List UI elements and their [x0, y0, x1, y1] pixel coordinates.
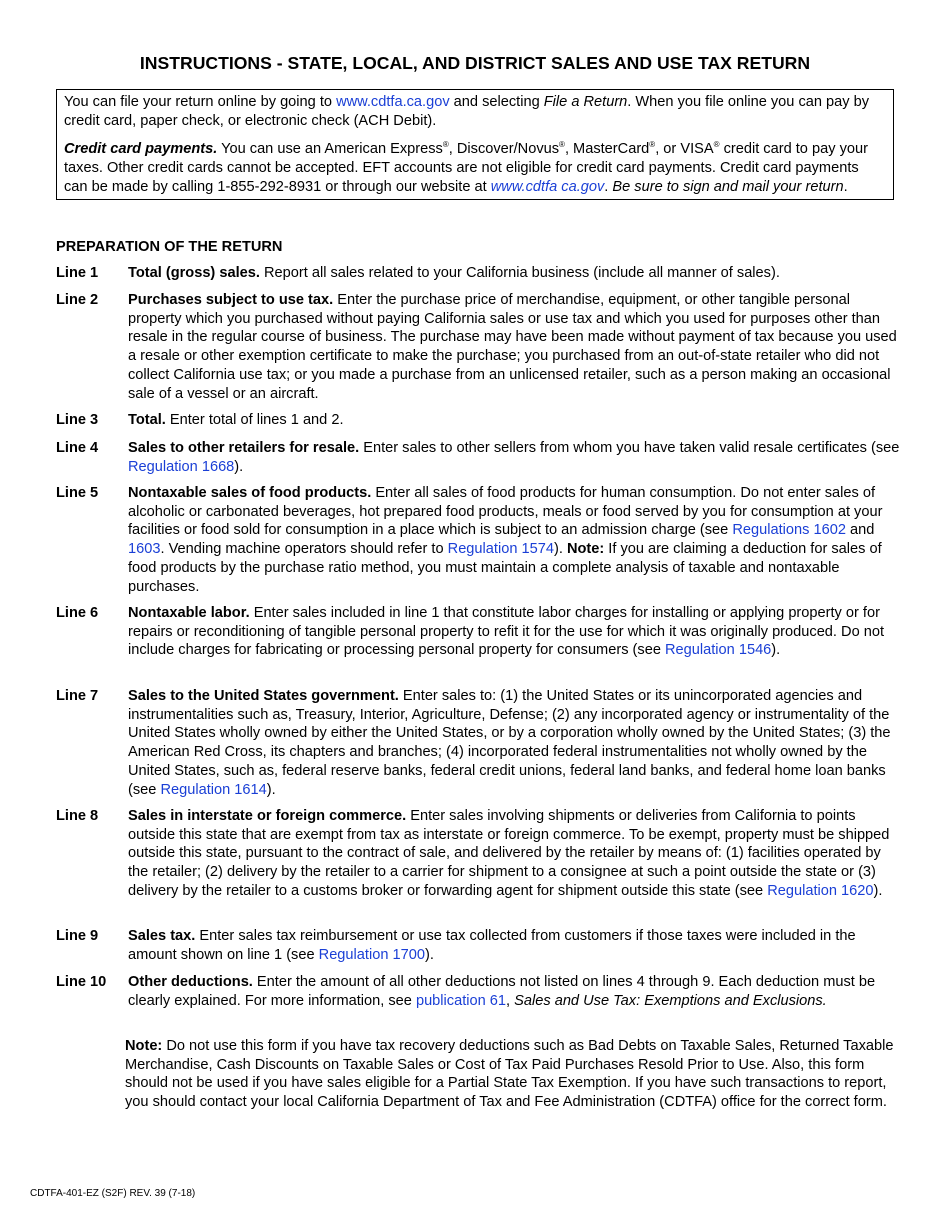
- line-2-instruction: Line 2 Purchases subject to use tax. Enter the purchase price of merchandise, equipment, or other tangible personal property which you purchased without paying California sales or use tax and which you used for purposes other than resale in the regular course of business. The purchase may have been made without payment of tax because you used a resale or other exemption certificate to make the purchase; you purchased from an out-of-state retailer who did not collect California use tax; or you made a purchase from an unlicensed retailer, such as a person making an occasional sale of a vessel or an aircraft.: [56, 292, 897, 402]
- cdtfa-payment-link[interactable]: www.cdtfa ca.gov: [490, 178, 605, 195]
- online-filing-paragraph: You can file your return online by going to www.cdtfa.ca.gov and selecting File a Return. When you file online you can pay by credit card, paper check, or electronic check (ACH Debit).: [64, 94, 870, 129]
- line-10-instruction: Line 10 Other deductions. Enter the amount of all other deductions not listed on lines 4 through 9. Each deduction must be clearly explained. For more information, see publication 61, Sales and Use Tax: Exemptions and Exclusions.: [56, 974, 876, 1009]
- line-label: Line 10: [56, 974, 107, 990]
- line-4-instruction: Line 4 Sales to other retailers for resale. Enter sales to other sellers from whom you have taken valid resale certificates (see Regulation 1668).: [56, 440, 900, 475]
- regulation-1668-link[interactable]: Regulation 1668: [128, 458, 235, 475]
- online-filing-info-box: [56, 89, 894, 200]
- line-label: Line 5: [56, 485, 99, 501]
- line-label: Line 9: [56, 928, 99, 944]
- line-8-instruction: Line 8 Sales in interstate or foreign commerce. Enter sales involving shipments or deliveries from California to points outside this state that are exempt from tax as interstate or foreign commerce. To be exempt, property must be shipped outside this state, pursuant to the contract of sale, and delivered by the retailer by means of: (1) facilities operated by the retailer; (2) delivery by the retailer to a carrier for shipment to a consignee at such a point outside the state or (3) delivery by the retailer to a customs broker or forwarding agent for shipment outside this state (see Regulation 1620).: [56, 808, 890, 899]
- regulation-1700-link[interactable]: Regulation 1700: [318, 946, 425, 963]
- regulation-1574-link[interactable]: Regulation 1574: [447, 541, 554, 558]
- line-7-instruction: Line 7 Sales to the United States government. Enter sales to: (1) the United States or its unincorporated agencies and instrumentalities such as, Treasury, Interior, Agriculture, Defense; (2) any incorporated agency or instrumentality of the United States wholly owned by either the United States, or by a corporation wholly owned by the United States; (3) the American Red Cross, its chapters and branches; (4) incorporated federal instrumentalities not wholly owned by the United States, such as, federal reserve banks, federal credit unions, federal land banks, and federal home loan banks (see Regulation 1614).: [56, 688, 891, 798]
- line-label: Line 3: [56, 412, 99, 428]
- publication-61-link[interactable]: publication 61: [415, 992, 507, 1009]
- form-revision-footer: CDTFA-401-EZ (S2F) REV. 39 (7-18): [30, 1188, 196, 1199]
- line-label: Line 6: [56, 605, 99, 621]
- form-usage-note: Note: Do not use this form if you have tax recovery deductions such as Bad Debts on Taxable Sales, Returned Taxable Merchandise, Cash Discounts on Taxable Sales or Cost of Tax Paid Purchases Resold Prior to Use. Also, this form should not be used if you have sales eligible for a Partial State Tax Exemption. If you have such transactions to report, you should contact your local California Department of Tax and Fee Administration (CDTFA) office for the correct form.: [125, 1038, 894, 1111]
- line-3-instruction: Line 3 Total. Enter total of lines 1 and 2.: [56, 412, 344, 428]
- line-label: Line 8: [56, 808, 99, 824]
- line-label: Line 7: [56, 688, 99, 704]
- line-label: Line 2: [56, 292, 99, 308]
- page-title: INSTRUCTIONS - STATE, LOCAL, AND DISTRICT SALES AND USE TAX RETURN: [139, 53, 811, 73]
- line-6-instruction: Line 6 Nontaxable labor. Enter sales included in line 1 that constitute labor charges for installing or applying property or for repairs or reconditioning of tangible personal property to refit it for the use for which it was originally produced. Do not include charges for fabricating or processing personal property for consumers (see Regulation 1546).: [56, 605, 885, 659]
- line-5-instruction: Line 5 Nontaxable sales of food products. Enter all sales of food products for human consumption. Do not enter sales of alcoholic or carbonated beverages, hot prepared food products, meals or food served by you for consumption at your facilities or food sold for consumption in a place which is subject to an admission charge (see Regulations 1602 and 1603. Vending machine operators should refer to Regulation 1574). Note: If you are claiming a deduction for sales of food products by the purchase ratio method, you must maintain a complete analysis of taxable and nontaxable purchases.: [56, 485, 883, 595]
- line-9-instruction: Line 9 Sales tax. Enter sales tax reimbursement or use tax collected from customers if those taxes were included in the amount shown on line 1 (see Regulation 1700).: [56, 928, 856, 963]
- section-heading: PREPARATION OF THE RETURN: [56, 239, 283, 255]
- line-label: Line 1: [56, 265, 99, 281]
- cdtfa-website-link[interactable]: www.cdtfa.ca.gov: [336, 94, 450, 110]
- regulation-1602-link[interactable]: Regulations 1602: [732, 522, 846, 539]
- line-1-instruction: Line 1 Total (gross) sales. Report all sales related to your California business (include all manner of sales).: [56, 265, 780, 281]
- credit-card-paragraph: Credit card payments. You can use an American Express®, Discover/Novus®, MasterCard®, or VISA® credit card to pay your taxes. Other credit cards cannot be accepted. EFT accounts are not eligible for credit card payments. Credit card payments can be made by calling 1-855-292-8931 or through our website at www.cdtfa ca.gov. Be sure to sign and mail your return.: [64, 140, 868, 195]
- regulation-1614-link[interactable]: Regulation 1614: [160, 781, 267, 798]
- regulation-1620-link[interactable]: Regulation 1620: [767, 882, 874, 899]
- line-label: Line 4: [56, 440, 99, 456]
- regulation-1546-link[interactable]: Regulation 1546: [665, 642, 772, 659]
- regulation-1603-link[interactable]: 1603: [128, 541, 161, 558]
